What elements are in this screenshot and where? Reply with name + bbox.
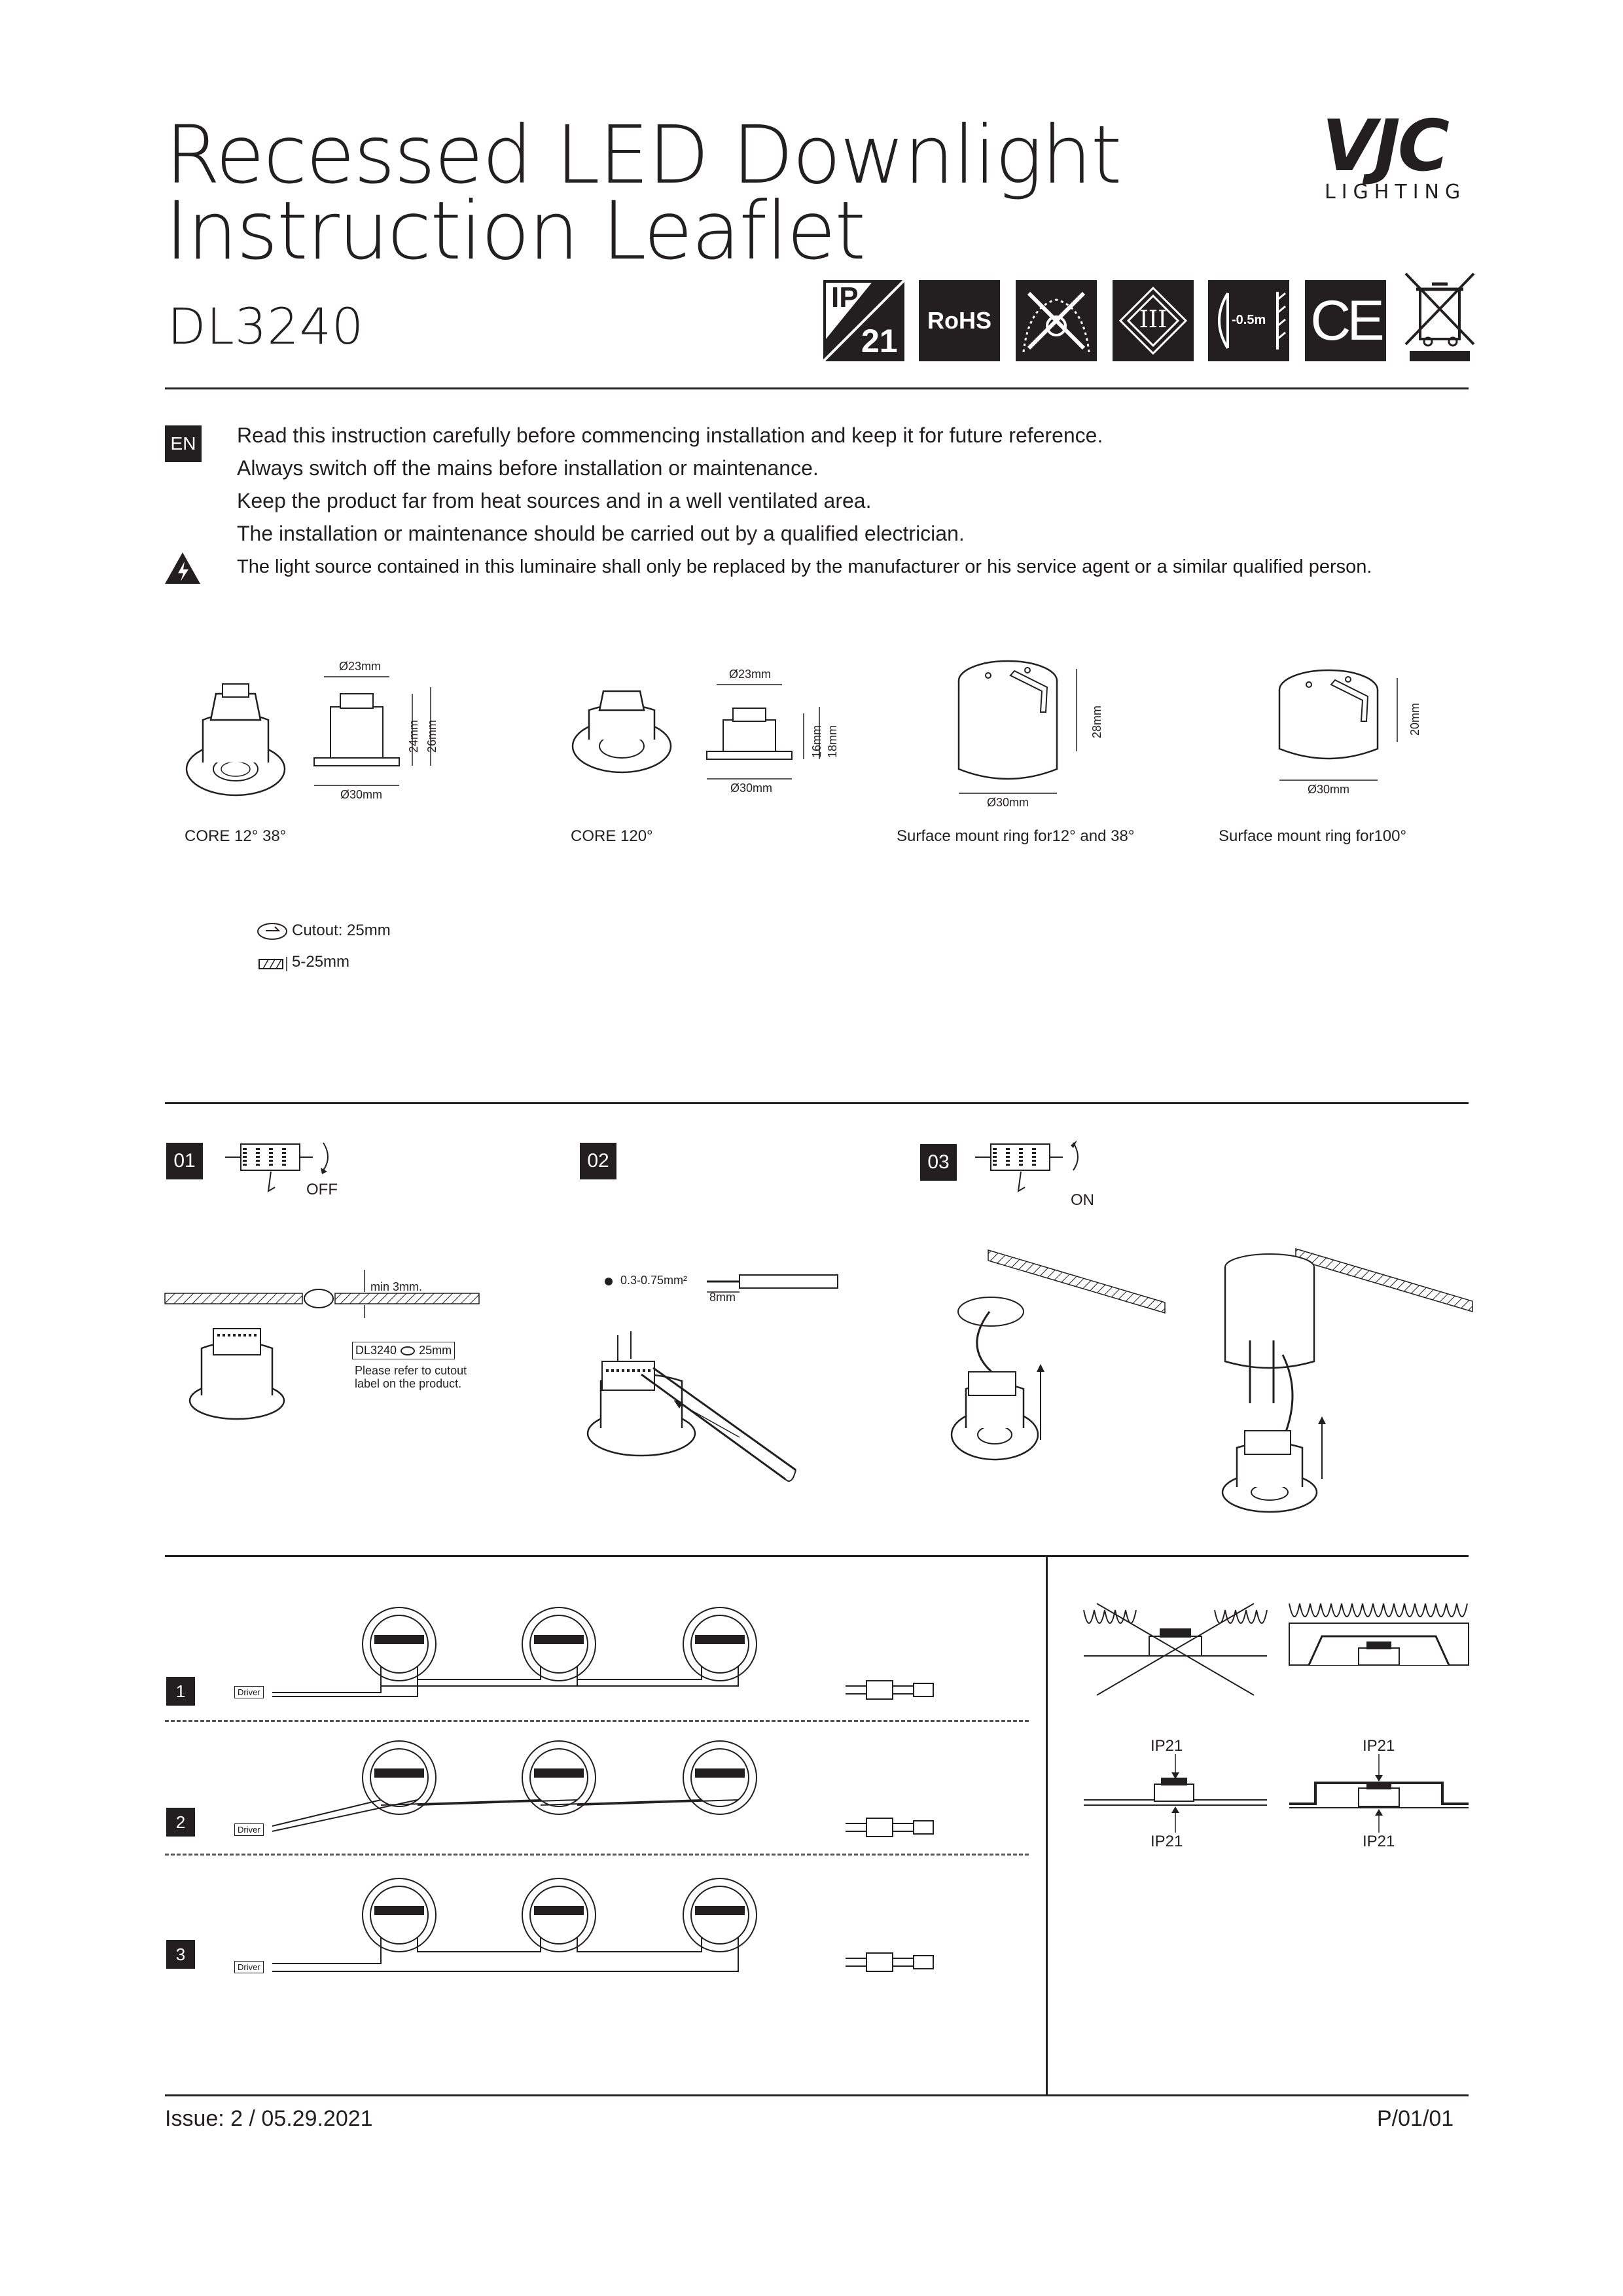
wiring-row-1-badge: 1	[166, 1677, 195, 1706]
model-number: DL3240	[168, 297, 365, 355]
dim-h1: 28mm	[1090, 705, 1103, 738]
ip-label-1: IP21	[1150, 1737, 1183, 1755]
intro-line-4: The installation or maintenance should be carried out by a qualified electrician.	[237, 522, 965, 545]
intro-text	[237, 419, 1103, 550]
dim-h2: 26mm	[425, 719, 438, 753]
cutout-note-line-2: label on the product.	[355, 1377, 462, 1390]
intro-line-1: Read this instruction carefully before commencing installation and keep it for future reference.	[237, 423, 1103, 447]
surface-ring-100-drawing	[1263, 664, 1459, 808]
page-number: P/01/01	[1377, 2106, 1454, 2131]
cutout-spec: Cutout: 25mm	[292, 922, 391, 939]
ip-label-4: IP21	[1363, 1833, 1395, 1850]
ip21-covered-drawing	[1289, 1754, 1469, 1833]
wire-gauge: 0.3-0.75mm²	[620, 1274, 688, 1287]
language-badge: EN	[165, 425, 202, 462]
section-divider-2	[165, 1555, 1469, 1557]
title-line-2: Instruction Leaflet	[165, 185, 865, 278]
wiring-diagram-3	[230, 1865, 950, 1983]
thickness-spec: 5-25mm	[292, 953, 350, 971]
wiring-row-2-badge: 2	[166, 1808, 195, 1837]
cutout-label-icon	[401, 1346, 415, 1355]
dim-h1: 16mm	[810, 725, 823, 758]
cutout-label-size: 25mm	[419, 1344, 452, 1357]
dim-top: Ø23mm	[729, 668, 772, 681]
intro-line-3: Keep the product far from heat sources and in a well ventilated area.	[237, 489, 872, 512]
ip-label-2: IP21	[1150, 1833, 1183, 1850]
dim-bottom: Ø30mm	[1308, 783, 1350, 796]
step-03-badge: 03	[920, 1144, 957, 1181]
dim-bottom: Ø30mm	[987, 796, 1029, 809]
surface-ring-12-38-drawing	[942, 655, 1139, 818]
cutout-note	[355, 1364, 467, 1390]
driver-box-1: Driver	[234, 1686, 264, 1698]
ip-number: 21	[861, 323, 898, 359]
cutout-label-model: DL3240	[355, 1344, 397, 1357]
ip21-recessed-drawing	[1084, 1754, 1267, 1833]
product-core-120-drawing	[563, 661, 864, 818]
class-iii-icon	[1113, 280, 1194, 361]
breaker-on-icon	[975, 1139, 1093, 1198]
product-caption-2: CORE 120°	[571, 827, 653, 845]
intro-line-2: Always switch off the mains before installation or maintenance.	[237, 456, 819, 480]
warning-text: The light source contained in this luminaire shall only be replaced by the manufacturer or his service agent or a similar qualified person.	[237, 556, 1372, 577]
product-core-12-38-drawing	[177, 655, 478, 818]
step-01-badge: 01	[166, 1143, 203, 1179]
section-vertical-divider	[1046, 1555, 1048, 2096]
cutout-note-line-1: Please refer to cutout	[355, 1364, 467, 1377]
driver-box-2: Driver	[234, 1823, 264, 1836]
ce-icon: CE	[1305, 280, 1386, 361]
warning-icon	[164, 551, 202, 585]
logo-text: VJC	[1322, 105, 1448, 187]
wire-strip-length: 8mm	[709, 1291, 736, 1304]
ip-label-3: IP21	[1363, 1737, 1395, 1755]
cutout-icon	[257, 922, 289, 941]
thickness-icon	[258, 954, 291, 974]
vjc-logo	[1322, 105, 1487, 207]
dim-h1: 24mm	[407, 719, 420, 753]
insulation-cover-icon	[1016, 280, 1097, 361]
section-divider-1	[165, 1102, 1469, 1104]
product-caption-1: CORE 12° 38°	[185, 827, 287, 845]
dim-top: Ø23mm	[339, 660, 382, 673]
product-caption-4: Surface mount ring for100°	[1219, 827, 1407, 845]
step-03-state: ON	[1071, 1191, 1094, 1209]
wiring-diagram-1	[230, 1594, 950, 1712]
dim-bottom: Ø30mm	[730, 781, 773, 795]
cutout-label	[352, 1342, 455, 1359]
step-01-gap: min 3mm.	[370, 1280, 423, 1293]
issue-date: Issue: 2 / 05.29.2021	[165, 2106, 373, 2131]
insulation-with-cover-drawing	[1289, 1597, 1469, 1682]
footer-divider	[165, 2094, 1469, 2096]
insulation-not-allowed-drawing	[1084, 1597, 1267, 1695]
step-03-recessed-install-drawing	[942, 1244, 1178, 1479]
ip-label: IP	[831, 281, 859, 314]
distance-icon	[1208, 280, 1289, 361]
rohs-icon: RoHS	[919, 280, 1000, 361]
header-divider	[165, 387, 1469, 389]
title-line-1: Recessed LED Downlight	[165, 109, 1121, 202]
product-caption-3: Surface mount ring for12° and 38°	[897, 827, 1135, 845]
driver-box-3: Driver	[234, 1961, 264, 1973]
wire-spec-drawing	[602, 1270, 838, 1302]
step-01-state: OFF	[306, 1181, 338, 1198]
step-02-connection-drawing	[576, 1322, 798, 1518]
dim-h2: 18mm	[826, 725, 839, 758]
wiring-row-3-badge: 3	[166, 1940, 195, 1969]
step-01-ceiling-drawing	[165, 1257, 492, 1427]
wiring-separator-2	[165, 1854, 1029, 1856]
step-02-badge: 02	[580, 1143, 616, 1179]
step-03-surface-install-drawing	[1211, 1244, 1472, 1532]
distance-label: -0.5m	[1232, 313, 1266, 327]
dim-h1: 20mm	[1408, 702, 1421, 736]
ip21-icon	[823, 280, 904, 361]
wiring-separator-1	[165, 1720, 1029, 1722]
dim-bottom: Ø30mm	[340, 788, 383, 801]
logo-subtext: LIGHTING	[1325, 181, 1467, 204]
wiring-diagram-2	[230, 1728, 950, 1846]
weee-bin-icon	[1400, 271, 1479, 363]
class-label: III	[1139, 306, 1168, 333]
